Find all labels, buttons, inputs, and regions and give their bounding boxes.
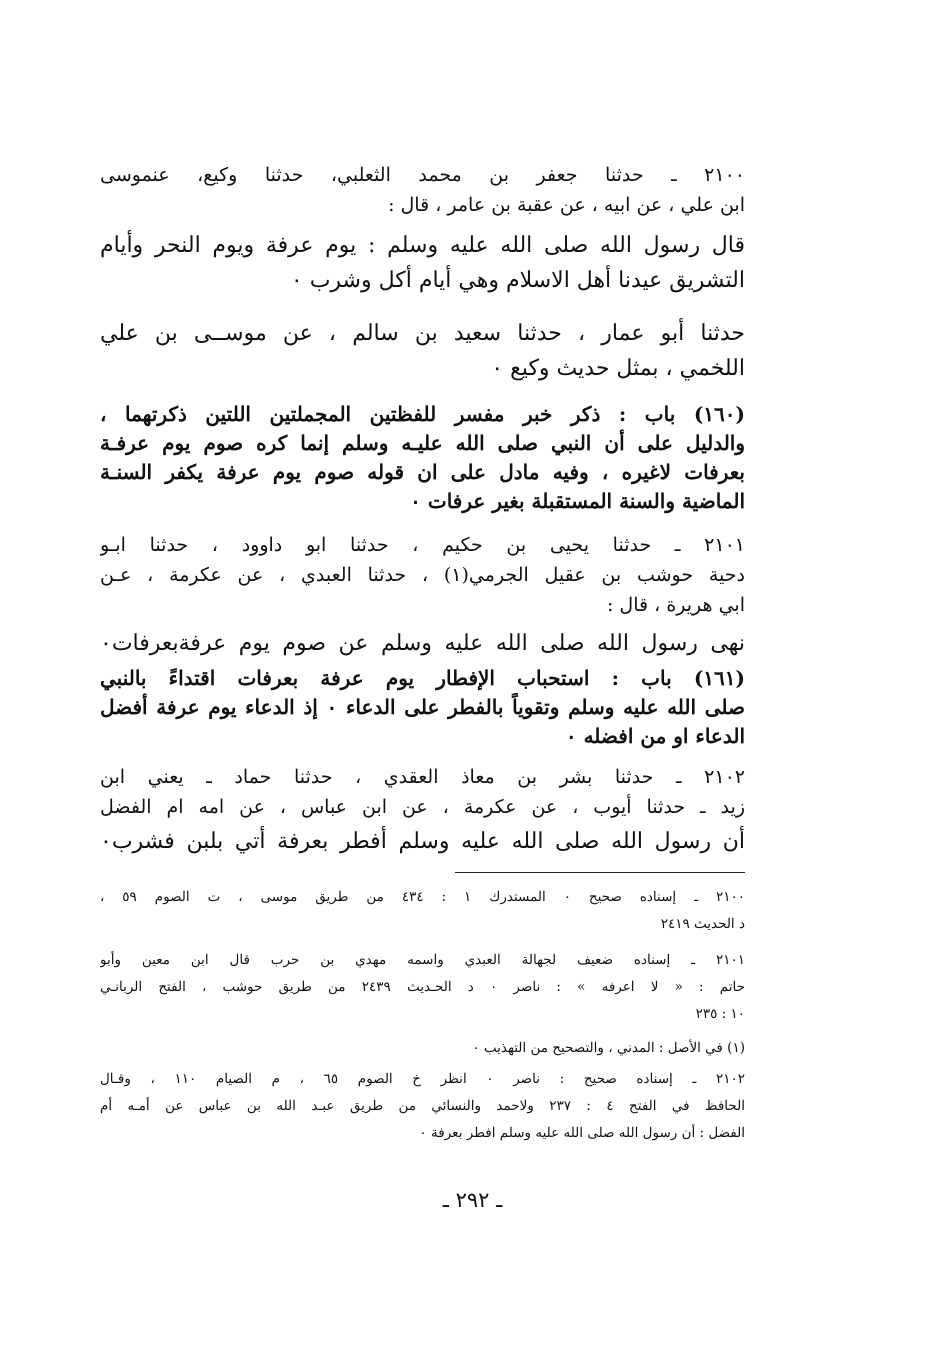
text-line: التشريق عيدنا أهل الاسلام وهي أيام أكل وشرب ٠ [290,268,745,293]
text-line: قال رسول الله صلى الله عليه وسلم : يوم عرفة ويوم النحر وأيام [100,233,745,258]
footnote-1 [100,1035,745,1062]
text-line: ٢١٠١ ـ حدثنا يحيى بن حكيم ، حدثنا ابو داوود ، حدثنا ابـو [100,534,745,556]
footnote-2101 [100,947,745,1028]
text-line: ابن علي ، عن ابيه ، عن عقبة بن عامر ، قال : [388,194,745,216]
hadith-2102-matn [100,824,745,859]
footnote-line: ٢١٠٢ ـ إسناده صحيح : ناصر ٠ انظر خ الصوم ٦٥ ، م الصيام ١١٠ ، وقـال [100,1071,745,1087]
footnote-line: د الحديث ٢٤١٩ [660,916,745,932]
text-line: بعرفات لاغيره ، وفيه مادل على ان قوله صوم يوم عرفة يكفر السنـة [100,460,745,484]
footnote-line: ٢١٠١ ـ إسناده ضعيف لجهالة العبدي واسمه مهدي بن حرب قال ابن معين وأبو [100,952,745,968]
text-line: أن رسول الله صلى الله عليه وسلم أفطر بعرفة أتي بلبن فشرب٠ [100,829,745,854]
chapter-161-heading [100,664,745,751]
text-line: ٢١٠٠ ـ حدثنا جعفر بن محمد الثعلبي، حدثنا وكيع، عنموسى [100,164,745,186]
text-line: (١٦١) باب : استحباب الإفطار يوم عرفة بعرفات اقتداءً بالنبي [100,666,745,690]
text-line: حدثنا أبو عمار ، حدثنا سعيد بن سالم ، عن موســى بن علي [100,321,745,346]
footnote-line: ١٠ : ٢٣٥ [695,1006,745,1022]
text-line: (١٦٠) باب : ذكر خبر مفسر للفظتين المجملتين اللتين ذكرتهما ، [100,402,745,426]
text-line: ابي هريرة ، قال : [606,594,745,616]
hadith-2100-alt-chain [100,316,745,386]
hadith-2100-isnad [100,160,745,220]
text-line: دحية حوشب بن عقيل الجرمي(١) ، حدثنا العبدي ، عن عكرمة ، عـن [100,564,745,586]
text-line: الدعاء او من افضله ٠ [565,724,745,748]
hadith-2101-isnad [100,530,745,620]
footnote-line: حاتم : « لا اعرفه » : ناصر ٠ د الحـديث ٢٤٣٩ من طريق حوشب ، الفتح الربانـي [100,979,745,995]
hadith-2101-matn [100,626,745,661]
hadith-2102-isnad [100,762,745,822]
footnote-line: الحافظ في الفتح ٤ : ٢٣٧ ولاحمد والنسائي من طريق عبـد الله بن عباس عن أمـه أم [100,1098,745,1114]
hadith-2100-matn [100,228,745,298]
footnote-line: الفضل : أن رسول الله صلى الله عليه وسلم افطر بعرفة ٠ [419,1125,745,1141]
footnote-separator [455,872,745,873]
text-line: زيد ـ حدثنا أيوب ، عن عكرمة ، عن ابن عباس ، عن امه ام الفضل [100,796,745,818]
text-line: اللخمي ، بمثل حديث وكيع ٠ [491,356,745,381]
text-line: الماضية والسنة المستقبلة بغير عرفات ٠ [410,489,745,513]
footnote-line: (١) في الأصل : المدني ، والتصحيح من التهذيب ٠ [472,1040,745,1056]
footnote-2102 [100,1066,745,1147]
page-number: ـ ٢٩٢ ـ [442,1188,503,1212]
text-line: نهى رسول الله صلى الله عليه وسلم عن صوم يوم عرفةبعرفات٠ [100,631,745,656]
text-line: ٢١٠٢ ـ حدثنا بشر بن معاذ العقدي ، حدثنا حماد ـ يعني ابن [100,766,745,788]
footnote-line: ٢١٠٠ ـ إسناده صحيح ٠ المستدرك ١ : ٤٣٤ من طريق موسى ، ت الصوم ٥٩ ، [100,889,745,905]
footnote-2100 [100,884,745,938]
text-line: صلى الله عليه وسلم وتقوياً بالفطر على الدعاء ٠ إذ الدعاء يوم عرفة أفضل [100,695,745,719]
chapter-160-heading [100,400,745,516]
text-line: والدليل على أن النبي صلى الله عليـه وسلم إنما كره صوم يوم عرفـة [100,431,745,455]
